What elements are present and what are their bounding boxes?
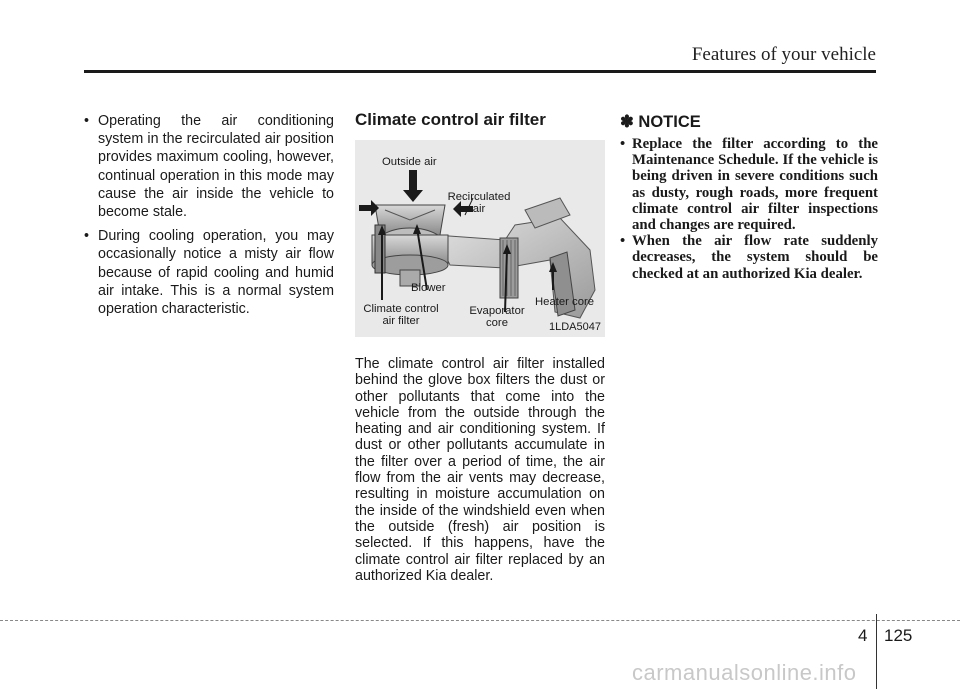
hvac-diagram — [355, 140, 605, 337]
bullet-icon: • — [620, 233, 626, 250]
page-number: 125 — [884, 626, 913, 645]
climate-control-air-filter-label: Climate control air filter — [363, 303, 439, 327]
right-column — [620, 110, 878, 282]
bullet-icon: • — [620, 136, 626, 152]
list-item: • When the air flow rate suddenly decreases, the system should be checked at an authorized Kia dealer. — [620, 233, 878, 282]
list-item: • During cooling operation, you may occasionally notice a misty air flow because of rapid cooling and humid air intake. This is a normal system operation characteristic. — [84, 228, 334, 318]
list-item: • Replace the filter according to the Maintenance Schedule. If the vehicle is being driven in severe conditions such as dusty, rough roads, more frequent climate control air filter inspections and changes are required. — [620, 136, 878, 234]
notice-title: ✽ NOTICE — [620, 113, 701, 131]
bullet-icon: • — [84, 228, 90, 245]
bullet-icon: • — [84, 113, 90, 129]
list-item: • Operating the air conditioning system in the recirculated air position provides maximum cooling, however, continual operation in this mode may cause the air inside the vehicle to become stale. — [84, 113, 334, 221]
page-divider — [876, 614, 877, 689]
blower-label: Blower — [411, 282, 446, 294]
footer-rule — [0, 620, 960, 621]
body-paragraph: The climate control air filter installed behind the glove box filters the dust or other pollutants that come into the vehicle from the outside through the heating and air conditioning system. If dust or other pollutants accumulate in the filter over a period of time, the air flow from the air vents may decrease, resulting in moisture accumulation on the inside of the windshield even when the outside (fresh) air position is selected. If this happens, have the climate control air filter replaced by an authorized Kia dealer. — [355, 356, 605, 584]
section-title: Features of your vehicle — [691, 44, 876, 65]
evaporator-core-label: Evaporator core — [469, 305, 525, 329]
chapter-number: 4 — [858, 626, 868, 645]
heater-core-label: Heater core — [535, 296, 595, 308]
watermark: carmanualsonline.info — [632, 660, 857, 685]
header-rule — [84, 70, 876, 73]
section-heading: Climate control air filter — [355, 110, 546, 129]
recirculated-air-label: Recirculated air — [447, 191, 511, 215]
figure-code: 1LDA5047 — [549, 321, 601, 333]
middle-column — [355, 110, 605, 584]
left-column — [84, 112, 334, 324]
outside-air-label: Outside air — [382, 156, 437, 168]
